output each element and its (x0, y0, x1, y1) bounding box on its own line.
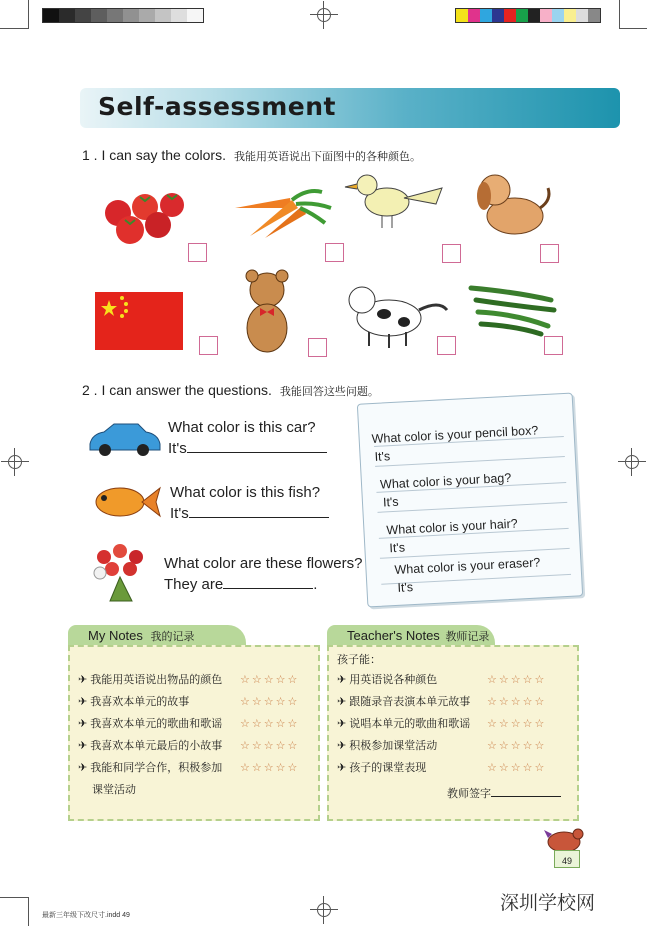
dog-picture (470, 168, 555, 243)
notepad-answer-2: It's (382, 494, 399, 510)
question-flowers-text: What color are these flowers? (164, 555, 363, 572)
teacher-notes-row: ✈ 用英语说各种颜色 ☆☆☆☆☆ (337, 669, 577, 691)
teacher-notes-title-en: Teacher's Notes (347, 628, 440, 643)
star-rating[interactable]: ☆☆☆☆☆ (240, 696, 300, 708)
registration-mark-right (618, 448, 646, 476)
notepad-answer-3: It's (389, 540, 406, 556)
section1-heading (82, 147, 421, 164)
my-notes-title-en: My Notes (88, 628, 143, 643)
page-number: 49 (561, 856, 572, 866)
section1-heading-cn: 我能用英语说出下面图中的各种颜色。 (233, 151, 421, 163)
checkbox-dog[interactable] (540, 244, 559, 263)
teacher-notes-row: ✈ 说唱本单元的歌曲和歌谣 ☆☆☆☆☆ (337, 713, 577, 735)
star-rating[interactable]: ☆☆☆☆☆ (240, 740, 300, 752)
teacher-notes-row: ✈ 积极参加课堂活动 ☆☆☆☆☆ (337, 735, 577, 757)
registration-mark-bottom (310, 896, 338, 924)
watermark: 深圳学校网 (500, 892, 596, 914)
flowers-picture (86, 543, 158, 605)
flag-picture (95, 292, 183, 350)
checkbox-tomatoes[interactable] (188, 243, 207, 262)
teacher-notes-box (327, 645, 579, 821)
answer-fish-blank[interactable] (189, 503, 329, 518)
teacher-notes-row-text: 说唱本单元的歌曲和歌谣 (349, 718, 471, 730)
question-fish-text: What color is this fish? (170, 484, 321, 501)
star-rating[interactable]: ☆☆☆☆☆ (487, 674, 547, 686)
notepad-answer-4: It's (397, 580, 414, 595)
answer-car-prefix: It's (168, 440, 187, 457)
notepad-question-2: What color is your bag? (379, 470, 512, 492)
signature-line (447, 785, 561, 801)
my-notes-box (68, 645, 320, 821)
answer-fish-line (170, 503, 329, 524)
my-notes-title-cn: 我的记录 (150, 631, 195, 643)
star-rating[interactable]: ☆☆☆☆☆ (240, 718, 300, 730)
tomatoes-picture (100, 185, 195, 245)
my-notes-row-text: 我喜欢本单元最后的小故事 (90, 740, 223, 752)
my-notes-row: ✈ 我能和同学合作，积极参加 ☆☆☆☆☆ (78, 757, 318, 779)
question-flowers (164, 554, 362, 595)
page-title: Self-assessment (98, 92, 336, 121)
my-notes-row: ✈ 我喜欢本单元的故事 ☆☆☆☆☆ (78, 691, 318, 713)
notepad-question-1: What color is your pencil box? (371, 423, 539, 447)
star-rating[interactable]: ☆☆☆☆☆ (487, 762, 547, 774)
fish-picture (90, 482, 162, 526)
teacher-notes-row: ✈ 孩子的课堂表现 ☆☆☆☆☆ (337, 757, 577, 779)
color-calibration-bar (455, 8, 601, 23)
notepad-question-3: What color is your hair? (386, 516, 518, 538)
answer-flowers-blank[interactable] (223, 574, 313, 589)
star-rating[interactable]: ☆☆☆☆☆ (240, 674, 300, 686)
section2-heading-cn: 我能回答这些问题。 (279, 386, 379, 398)
section1-heading-en: 1 . I can say the colors. (82, 147, 226, 163)
star-rating[interactable]: ☆☆☆☆☆ (487, 718, 547, 730)
answer-flowers-line: They are . (164, 576, 318, 593)
section2-heading-en: 2 . I can answer the questions. (82, 382, 272, 398)
teacher-notes-row-text: 孩子的课堂表现 (349, 762, 427, 774)
teacher-notes-subtitle: 孩子能： (337, 654, 381, 666)
bird-picture (342, 170, 447, 232)
teacher-notes-row-text: 用英语说各种颜色 (349, 674, 438, 686)
my-notes-row-text: 我喜欢本单元的歌曲和歌谣 (90, 718, 223, 730)
teacher-notes-row-text: 积极参加课堂活动 (349, 740, 438, 752)
star-rating[interactable]: ☆☆☆☆☆ (487, 696, 547, 708)
crop-mark-top-left (0, 0, 29, 29)
notepad-card (357, 392, 583, 607)
section2-heading (82, 382, 379, 399)
my-notes-row-text: 我能用英语说出物品的颜色 (90, 674, 223, 686)
checkbox-teddy-bear[interactable] (308, 338, 327, 357)
beans-picture (466, 280, 558, 338)
my-notes-row: ✈ 我喜欢本单元的歌曲和歌谣 ☆☆☆☆☆ (78, 713, 318, 735)
star-rating[interactable]: ☆☆☆☆☆ (487, 740, 547, 752)
cat-picture (344, 280, 449, 350)
my-notes-row-text: 我喜欢本单元的故事 (90, 696, 190, 708)
answer-car-line (168, 438, 327, 459)
teacher-notes-title-cn: 教师记录 (445, 631, 490, 643)
crop-mark-bottom-left (0, 897, 29, 926)
notepad-answer-1: It's (374, 449, 391, 464)
answer-fish-prefix: It's (170, 505, 189, 522)
notepad-question-4: What color is your eraser? (394, 555, 541, 578)
answer-flowers-prefix: They are (164, 576, 224, 593)
grayscale-calibration-bar (42, 8, 204, 23)
carrots-picture (230, 178, 335, 243)
my-notes-row: ✈ 我能用英语说出物品的颜色 ☆☆☆☆☆ (78, 669, 318, 691)
registration-mark-top (310, 1, 338, 29)
checkbox-cat[interactable] (437, 336, 456, 355)
signature-label: 教师签字 (447, 788, 491, 800)
car-picture (87, 420, 162, 458)
question-fish (170, 483, 329, 524)
checkbox-flag[interactable] (199, 336, 218, 355)
my-notes-tab (68, 625, 246, 645)
my-notes-continuation: 课堂活动 (92, 784, 136, 796)
my-notes-row: ✈ 我喜欢本单元最后的小故事 ☆☆☆☆☆ (78, 735, 318, 757)
footer-file-label: 最新三年级下改尺寸.indd 49 (42, 912, 130, 919)
crop-mark-top-right (619, 0, 647, 29)
checkbox-beans[interactable] (544, 336, 563, 355)
question-car (168, 418, 327, 459)
answer-car-blank[interactable] (187, 438, 327, 453)
star-rating[interactable]: ☆☆☆☆☆ (240, 762, 300, 774)
teacher-notes-tab (327, 625, 495, 645)
teacher-notes-list (337, 669, 577, 779)
checkbox-carrots[interactable] (325, 243, 344, 262)
teacher-notes-row: ✈ 跟随录音表演本单元故事 ☆☆☆☆☆ (337, 691, 577, 713)
registration-mark-left (1, 448, 29, 476)
question-car-text: What color is this car? (168, 419, 316, 436)
my-notes-row-text: 我能和同学合作，积极参加 (90, 762, 223, 774)
page-number-box (554, 850, 580, 868)
teddy-bear-picture (236, 268, 298, 360)
signature-blank[interactable] (491, 786, 561, 797)
teacher-notes-row-text: 跟随录音表演本单元故事 (349, 696, 471, 708)
my-notes-list (78, 669, 318, 801)
checkbox-bird[interactable] (442, 244, 461, 263)
